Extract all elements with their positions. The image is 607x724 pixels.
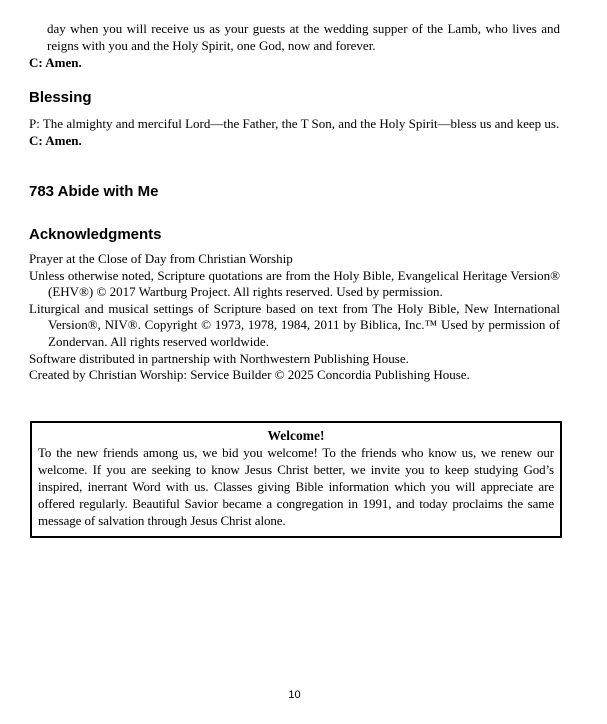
blessing-section: [29, 115, 560, 149]
acknowledgment-entry: Prayer at the Close of Day from Christian Worship: [29, 251, 293, 266]
congregation-response: C: Amen.: [29, 133, 82, 148]
page-number: 10: [288, 689, 301, 701]
acknowledgment-entry: Liturgical and musical settings of Scripture based on text from The Holy Bible, New International Version®, NIV®. Copyright © 1973, 1978, 1984, 2011 by Biblica, Inc.™ Used by permission of Zondervan. All rights reserved worldwide.: [29, 300, 560, 349]
acknowledgment-entry: Software distributed in partnership with Northwestern Publishing House.: [29, 350, 409, 366]
acknowledgment-entry: Unless otherwise noted, Scripture quotations are from the Holy Bible, Evangelical Heritage Version® (EHV®) © 2017 Wartburg Project. All rights reserved. Used by permission.: [29, 267, 560, 300]
prayer-conclusion-text: day when you will receive us as your guests at the wedding supper of the Lamb, who lives and reigns with you and the Holy Spirit, one God, now and forever.: [47, 21, 560, 53]
prayer-conclusion-section: [29, 20, 560, 71]
acknowledgment-entry: Created by Christian Worship: Service Builder © 2025 Concordia Publishing House.: [29, 367, 470, 383]
hymn-heading: 783 Abide with Me: [29, 183, 159, 200]
acknowledgments-section: [29, 251, 560, 384]
welcome-title: Welcome!: [267, 428, 325, 443]
acknowledgments-heading: Acknowledgments: [29, 226, 162, 243]
welcome-box: [30, 421, 562, 538]
congregation-response: C: Amen.: [29, 55, 82, 70]
welcome-body-text: To the new friends among us, we bid you welcome! To the friends who know us, we renew our welcome. If you are seeking to know Jesus Christ better, we invite you to keep studying God’s inspired, inerrant Word with us. Classes giving Bible information which you will appreciate are offered regularly. Beautiful Savior became a congregation in 1991, and today proclaims the same message of salvation through Jesus Christ alone.: [38, 445, 554, 528]
blessing-heading: Blessing: [29, 89, 92, 106]
pastor-blessing-text: P: The almighty and merciful Lord—the Father, the T Son, and the Holy Spirit—bless us and keep us.: [29, 116, 560, 131]
